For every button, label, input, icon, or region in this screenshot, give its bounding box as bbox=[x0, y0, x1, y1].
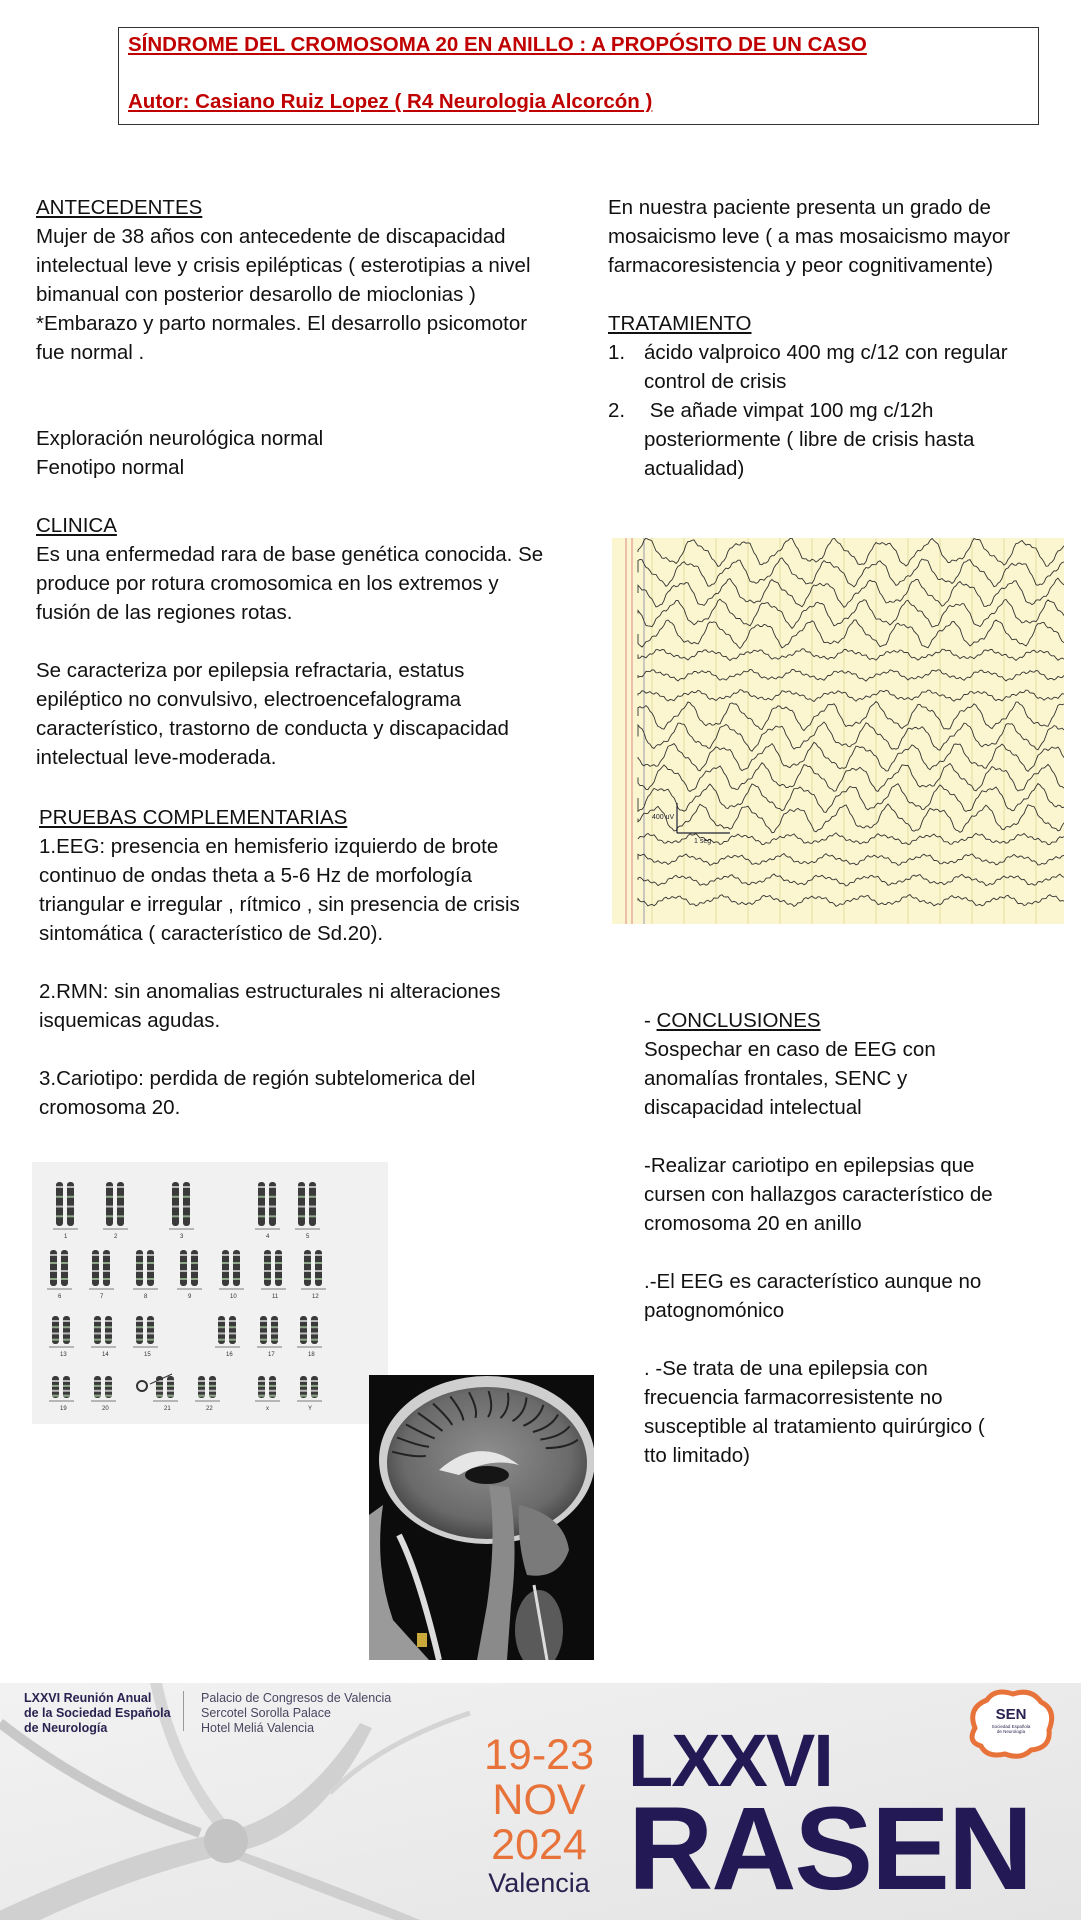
clinica-section bbox=[36, 511, 576, 772]
chromosome-pair bbox=[91, 1376, 116, 1412]
banner-org-line: de Neurología bbox=[24, 1721, 108, 1735]
conclusiones-line: Sospechar en caso de EEG con bbox=[644, 1038, 936, 1061]
eeg-channel-trace bbox=[638, 784, 1064, 813]
eeg-scale-time: 1 seg bbox=[694, 838, 712, 845]
eeg-channel-trace bbox=[638, 854, 1064, 866]
pruebas-cariotipo-line: cromosoma 20. bbox=[39, 1096, 181, 1119]
conclusiones-line: cromosoma 20 en anillo bbox=[644, 1212, 862, 1235]
clinica-heading: CLINICA bbox=[36, 514, 117, 537]
chromosome-pair bbox=[49, 1376, 74, 1412]
eeg-channel-trace bbox=[638, 742, 1064, 771]
chromosome-label: 9 bbox=[188, 1294, 192, 1300]
chromosome-pair bbox=[89, 1250, 114, 1300]
mosaicismo-line: mosaicismo leve ( a mas mosaicismo mayor bbox=[608, 225, 1011, 248]
mri-brain-scan bbox=[369, 1375, 594, 1660]
chromosome-label: 10 bbox=[230, 1294, 237, 1300]
chromosome-pair bbox=[255, 1182, 280, 1240]
conclusiones-prefix: - bbox=[644, 1009, 657, 1032]
pruebas-eeg-line: 1.EEG: presencia en hemisferio izquierdo de brote bbox=[39, 835, 499, 858]
banner-date-year: 2024 bbox=[491, 1821, 587, 1869]
conclusiones-line: susceptible al tratamiento quirúrgico ( bbox=[644, 1415, 985, 1438]
antecedentes-line: Mujer de 38 años con antecedente de discapacidad bbox=[36, 225, 506, 248]
banner-venue bbox=[201, 1691, 391, 1736]
eeg-scale-marker bbox=[652, 803, 730, 845]
chromosome-pair bbox=[255, 1376, 280, 1412]
pruebas-eeg-line: sintomática ( característico de Sd.20). bbox=[39, 922, 384, 945]
tratamiento-section bbox=[608, 309, 1068, 483]
mosaicismo-line: farmacoresistencia y peor cognitivamente) bbox=[608, 254, 994, 277]
pruebas-heading: PRUEBAS COMPLEMENTARIAS bbox=[39, 806, 348, 829]
chromosome-label: 6 bbox=[58, 1294, 62, 1300]
chromosome-pair bbox=[215, 1316, 240, 1358]
chromosome-label: 14 bbox=[102, 1352, 109, 1358]
chromosome-pair bbox=[195, 1376, 220, 1412]
eeg-channel-trace bbox=[638, 874, 1064, 886]
tratamiento-item-line: actualidad) bbox=[644, 457, 745, 480]
conclusiones-line: patognomónico bbox=[644, 1299, 785, 1322]
chromosome-pair bbox=[295, 1182, 320, 1240]
chromosome-pair bbox=[103, 1182, 128, 1240]
pruebas-rmn-line: 2.RMN: sin anomalias estructurales ni alteraciones bbox=[39, 980, 501, 1003]
eeg-channel-trace bbox=[638, 538, 1064, 567]
chromosome-label: 7 bbox=[100, 1294, 104, 1300]
exploracion-line: Exploración neurológica normal bbox=[36, 427, 324, 450]
tratamiento-item-line: Se añade vimpat 100 mg c/12h bbox=[644, 399, 934, 422]
clinica-line: Se caracteriza por epilepsia refractaria, estatus bbox=[36, 659, 465, 682]
poster-author: Autor: Casiano Ruiz Lopez ( R4 Neurologia Alcorcón ) bbox=[128, 90, 653, 113]
eeg-channel-trace bbox=[638, 702, 1064, 731]
eeg-channel-trace bbox=[638, 895, 1064, 907]
eeg-channel-trace bbox=[638, 578, 1064, 607]
antecedentes-line: bimanual con posterior desarollo de mioclonias ) bbox=[36, 283, 476, 306]
title-box bbox=[118, 27, 1039, 125]
chromosome-label: 22 bbox=[206, 1406, 213, 1412]
fenotipo-line: Fenotipo normal bbox=[36, 456, 185, 479]
eeg-scale-voltage: 400 uV bbox=[652, 814, 675, 821]
banner-date-days: 19-23 bbox=[484, 1731, 594, 1779]
chromosome-pair bbox=[177, 1250, 202, 1300]
exploracion-section bbox=[36, 424, 576, 482]
banner-org bbox=[24, 1691, 171, 1736]
chromosome-label: 11 bbox=[272, 1294, 279, 1300]
conclusiones-line: frecuencia farmacorresistente no bbox=[644, 1386, 943, 1409]
congress-banner bbox=[0, 1683, 1081, 1920]
eeg-channel-trace bbox=[638, 669, 1064, 681]
chromosome-label: 13 bbox=[60, 1352, 67, 1358]
conclusiones-line: tto limitado) bbox=[644, 1444, 750, 1467]
chromosome-label: 3 bbox=[180, 1234, 184, 1240]
banner-date-month: NOV bbox=[492, 1776, 586, 1824]
conclusiones-line: . -Se trata de una epilepsia con bbox=[644, 1357, 928, 1380]
sen-logo-text: SEN bbox=[995, 1706, 1027, 1723]
banner-venue-line: Sercotel Sorolla Palace bbox=[201, 1706, 331, 1720]
clinica-line: intelectual leve-moderada. bbox=[36, 746, 277, 769]
banner-org-line: LXXVI Reunión Anual bbox=[24, 1691, 152, 1705]
tratamiento-item-line: ácido valproico 400 mg c/12 con regular bbox=[644, 341, 1008, 364]
chromosome-label: 4 bbox=[266, 1234, 270, 1240]
antecedentes-line: *Embarazo y parto normales. El desarrollo psicomotor bbox=[36, 312, 528, 335]
antecedentes-section bbox=[36, 193, 576, 367]
tratamiento-item-line: posteriormente ( libre de crisis hasta bbox=[644, 428, 975, 451]
antecedentes-line: intelectual leve y crisis epilépticas ( esterotipias a nivel bbox=[36, 254, 531, 277]
chromosome-label: 1 bbox=[64, 1234, 68, 1240]
chromosome-pair bbox=[261, 1250, 286, 1300]
chromosome-label: 15 bbox=[144, 1352, 151, 1358]
tratamiento-heading: TRATAMIENTO bbox=[608, 312, 752, 335]
banner-divider bbox=[183, 1691, 184, 1731]
antecedentes-heading: ANTECEDENTES bbox=[36, 196, 203, 219]
chromosome-label: 8 bbox=[144, 1294, 148, 1300]
eeg-channel-trace bbox=[638, 722, 1064, 751]
chromosome-label: 5 bbox=[306, 1234, 310, 1240]
chromosome-label: 2 bbox=[114, 1234, 118, 1240]
mri-sagittal-image bbox=[369, 1375, 594, 1660]
chromosome-pair bbox=[169, 1182, 194, 1240]
chromosome-pair bbox=[91, 1316, 116, 1358]
sen-logo-sub: de Neurología bbox=[996, 1729, 1026, 1734]
chromosome-pair bbox=[133, 1250, 158, 1300]
chromosome-label: x bbox=[266, 1406, 269, 1412]
chromosome-label: 12 bbox=[312, 1294, 319, 1300]
tratamiento-item-1 bbox=[608, 338, 1068, 396]
chromosome-pair bbox=[47, 1250, 72, 1300]
banner-venue-line: Palacio de Congresos de Valencia bbox=[201, 1691, 392, 1705]
mosaicismo-section bbox=[608, 193, 1068, 280]
chromosome-label: Y bbox=[308, 1406, 313, 1412]
chromosome-pair bbox=[297, 1316, 322, 1358]
conclusiones-heading-line bbox=[644, 1006, 1074, 1035]
clinica-line: fusión de las regiones rotas. bbox=[36, 601, 293, 624]
eeg-channel-trace bbox=[638, 804, 1064, 833]
sen-logo bbox=[965, 1688, 1057, 1760]
chromosome-pair bbox=[301, 1250, 326, 1300]
tratamiento-item-line: control de crisis bbox=[644, 370, 787, 393]
eeg-channel-trace bbox=[638, 649, 1064, 661]
chromosome-label: 19 bbox=[60, 1406, 67, 1412]
banner-org-line: de la Sociedad Española bbox=[24, 1706, 171, 1720]
banner-edition: LXXVI bbox=[628, 1719, 832, 1802]
chromosome-pair bbox=[297, 1376, 322, 1412]
chromosome-pair bbox=[133, 1316, 158, 1358]
conclusiones-heading: CONCLUSIONES bbox=[656, 1009, 821, 1032]
karyotype-image bbox=[32, 1162, 388, 1424]
pruebas-rmn-line: isquemicas agudas. bbox=[39, 1009, 221, 1032]
conclusiones-line: cursen con hallazgos característico de bbox=[644, 1183, 993, 1206]
conclusiones-line: -Realizar cariotipo en epilepsias que bbox=[644, 1154, 975, 1177]
eeg-waveforms bbox=[612, 538, 1064, 924]
tratamiento-item-number: 2. bbox=[608, 399, 626, 422]
chromosome-pair bbox=[49, 1316, 74, 1358]
eeg-channel-trace bbox=[638, 620, 1064, 649]
conclusiones-line: discapacidad intelectual bbox=[644, 1096, 862, 1119]
pruebas-eeg-line: continuo de ondas theta a 5-6 Hz de morfología bbox=[39, 864, 473, 887]
banner-venue-line: Hotel Meliá Valencia bbox=[201, 1721, 315, 1735]
karyotype-chromosomes bbox=[32, 1162, 388, 1424]
chromosome-label: 18 bbox=[308, 1352, 315, 1358]
chromosome-label: 16 bbox=[226, 1352, 233, 1358]
chromosome-label: 17 bbox=[268, 1352, 275, 1358]
conclusiones-line: .-El EEG es característico aunque no bbox=[644, 1270, 982, 1293]
tratamiento-item-2 bbox=[608, 396, 1068, 483]
antecedentes-line: fue normal . bbox=[36, 341, 145, 364]
chromosome-label: 20 bbox=[102, 1406, 109, 1412]
clinica-line: epiléptico no convulsivo, electroencefalograma bbox=[36, 688, 462, 711]
clinica-line: produce por rotura cromosomica en los extremos y bbox=[36, 572, 499, 595]
banner-city: Valencia bbox=[488, 1868, 590, 1898]
sen-logo-sub: Sociedad Española bbox=[991, 1724, 1031, 1729]
pruebas-cariotipo-line: 3.Cariotipo: perdida de región subtelomerica del bbox=[39, 1067, 476, 1090]
chromosome-label: 21 bbox=[164, 1406, 171, 1412]
eeg-tracing-image bbox=[612, 538, 1064, 924]
chromosome-pair bbox=[219, 1250, 244, 1300]
banner-rasen: RASEN bbox=[628, 1783, 1032, 1915]
mosaicismo-line: En nuestra paciente presenta un grado de bbox=[608, 196, 991, 219]
pruebas-eeg-line: triangular e irregular , rítmico , sin presencia de crisis bbox=[39, 893, 520, 916]
pruebas-section bbox=[39, 803, 579, 1122]
chromosome-pair bbox=[53, 1182, 78, 1240]
clinica-line: Es una enfermedad rara de base genética conocida. Se bbox=[36, 543, 544, 566]
ring-chromosome-20 bbox=[137, 1381, 147, 1391]
chromosome-pair bbox=[257, 1316, 282, 1358]
clinica-line: característico, trastorno de conducta y discapacidad bbox=[36, 717, 509, 740]
conclusiones-line: anomalías frontales, SENC y bbox=[644, 1067, 908, 1090]
tratamiento-item-number: 1. bbox=[608, 341, 626, 364]
conclusiones-section bbox=[644, 1006, 1074, 1470]
eeg-channel-trace bbox=[638, 558, 1064, 587]
poster-title: SÍNDROME DEL CROMOSOMA 20 EN ANILLO : A PROPÓSITO DE UN CASO bbox=[128, 33, 867, 56]
eeg-channel-trace bbox=[638, 690, 1064, 702]
banner-dates bbox=[474, 1733, 604, 1899]
